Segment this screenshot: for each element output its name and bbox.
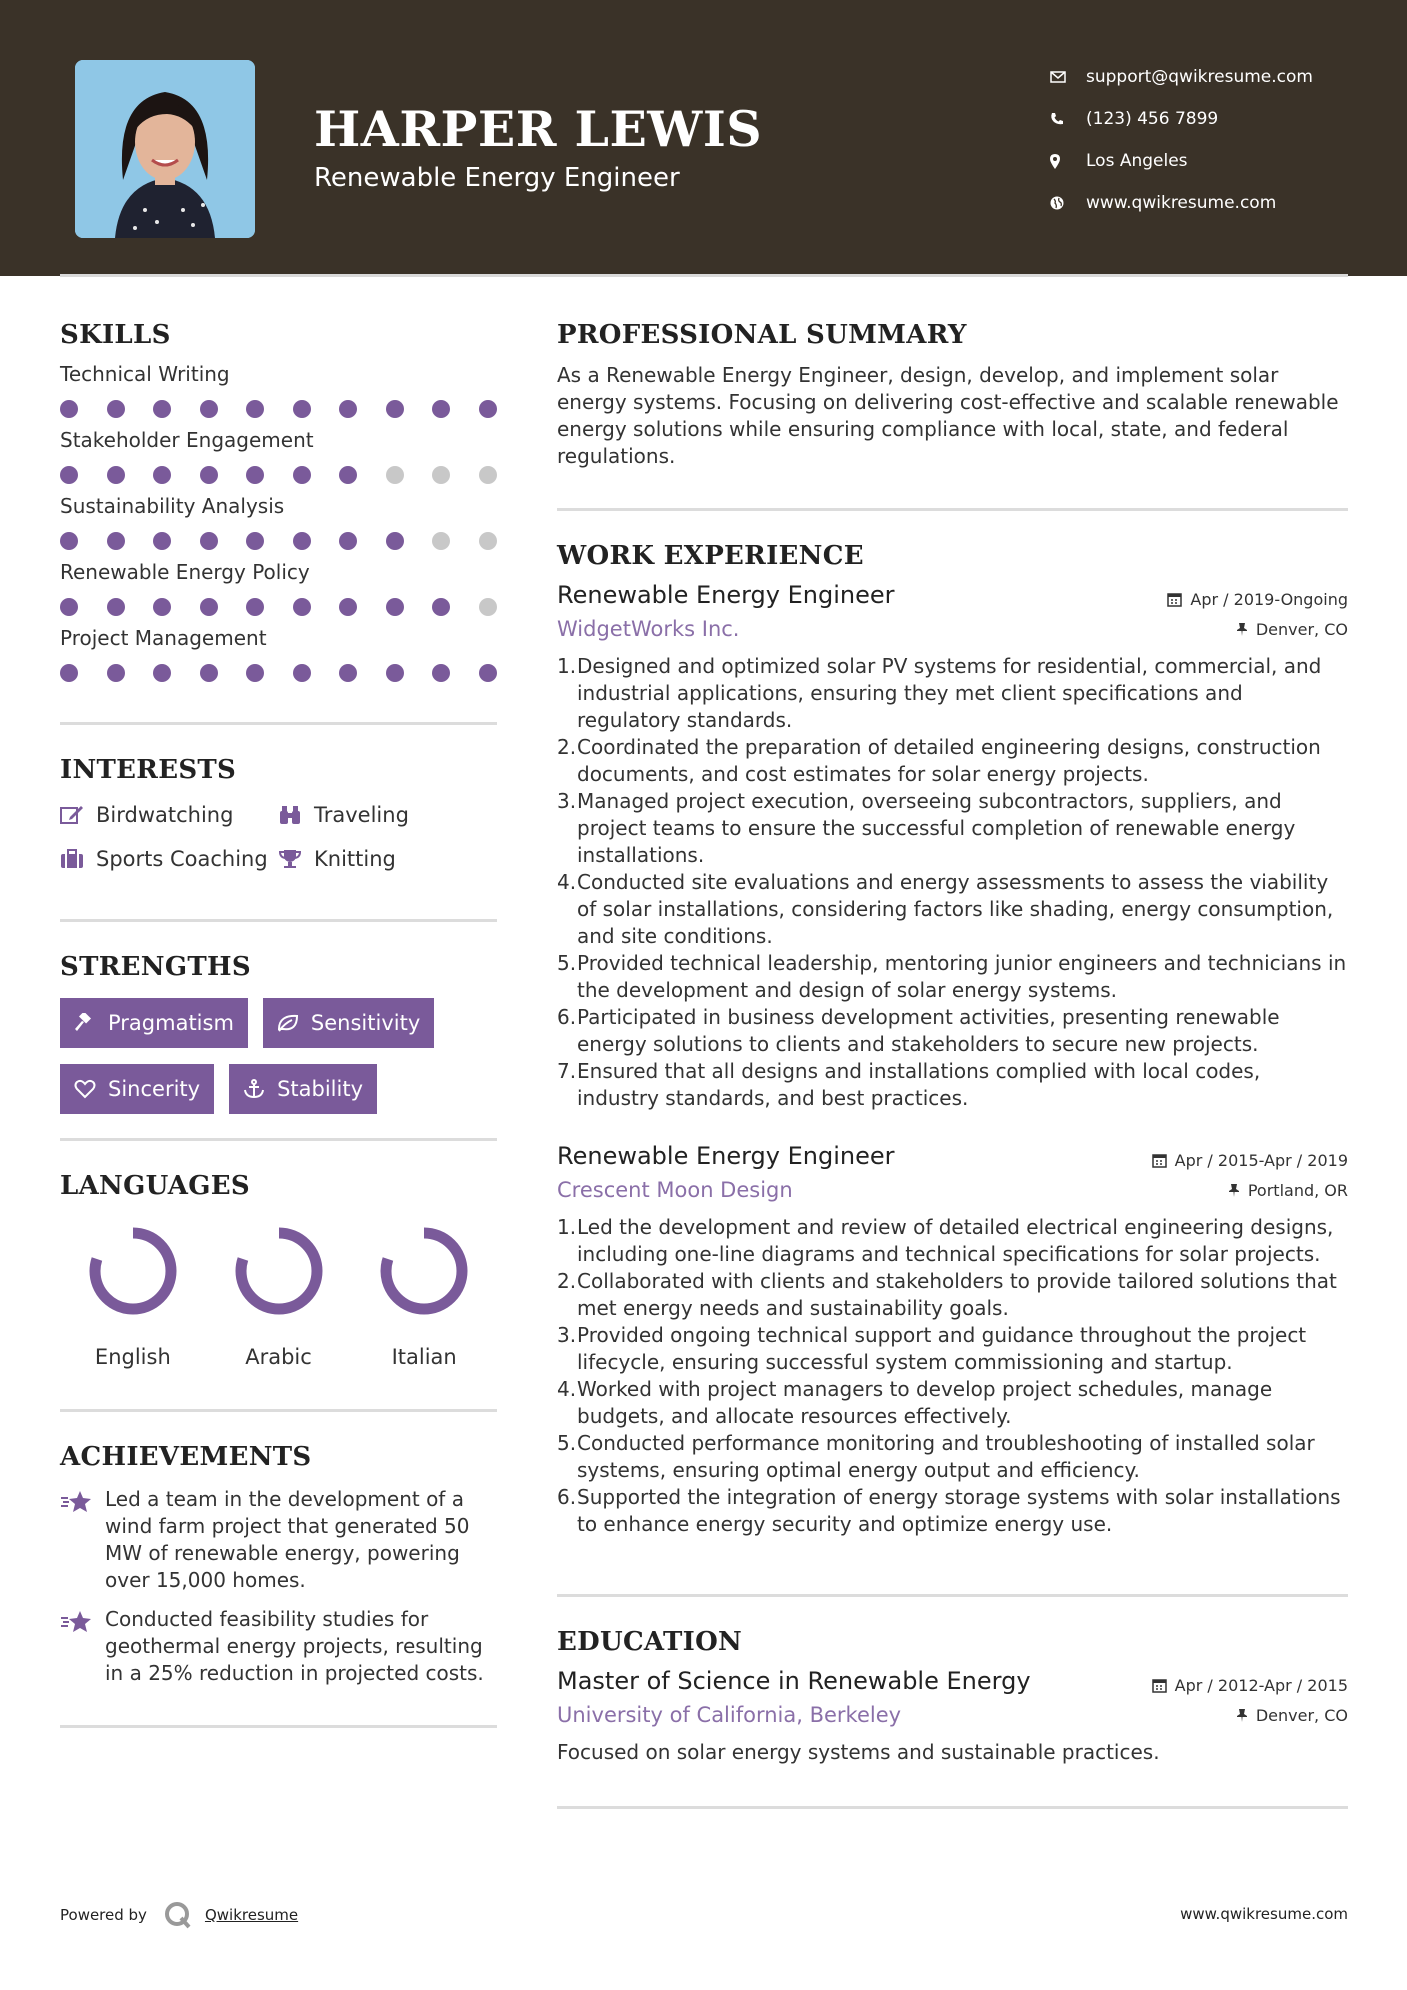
- interest-label: Birdwatching: [96, 803, 234, 827]
- skill-rating: [60, 400, 497, 418]
- job-bullet: [557, 1214, 1348, 1268]
- interest-item: [278, 847, 497, 871]
- rating-dot-filled: [60, 466, 78, 484]
- job-entry: [557, 581, 1348, 1112]
- candidate-name: HARPER LEWIS: [314, 100, 763, 158]
- bullet-number: 4.: [557, 1377, 577, 1401]
- rating-dot-filled: [200, 664, 218, 682]
- rating-dot-filled: [200, 466, 218, 484]
- job-date: [1152, 1151, 1348, 1170]
- rating-dot-empty: [432, 532, 450, 550]
- star-icon: [60, 1486, 105, 1594]
- profile-photo: [75, 60, 255, 238]
- trophy-icon: [278, 849, 314, 869]
- bullet-text: Participated in business development activities, presenting renewable energy solutions to clients and stakeholders to secure new projects.: [577, 1005, 1280, 1056]
- bullet-number: 1.: [557, 1215, 577, 1239]
- anchor-icon: [243, 1079, 265, 1099]
- language-name: English: [94, 1345, 171, 1369]
- job-title: Renewable Energy Engineer: [557, 581, 895, 609]
- pin-icon: [1236, 622, 1248, 637]
- achievement-item: [60, 1486, 497, 1594]
- interest-item: [60, 803, 278, 827]
- section-divider: [60, 1138, 497, 1141]
- bullet-number: 5.: [557, 951, 577, 975]
- proficiency-arc: [386, 1233, 462, 1309]
- language-item: [60, 1223, 206, 1369]
- proficiency-arc: [241, 1233, 317, 1309]
- job-date: [1167, 590, 1348, 609]
- bullet-text: Led the development and review of detailed electrical engineering designs, including one-line diagrams and technical specifications for solar projects.: [577, 1215, 1334, 1266]
- language-proficiency-ring: [231, 1223, 327, 1319]
- job-bullet: [557, 950, 1348, 1004]
- rating-dot-empty: [479, 532, 497, 550]
- bullet-text: Conducted site evaluations and energy assessments to assess the viability of solar installations, considering factors like shading, energy consumption, and site conditions.: [577, 870, 1334, 948]
- rating-dot-filled: [339, 598, 357, 616]
- education-location-text: Denver, CO: [1255, 1705, 1348, 1725]
- bullet-text: Managed project execution, overseeing subcontractors, suppliers, and project teams to ensure the successful completion of renewable energy installations.: [577, 789, 1296, 867]
- binoculars-icon: [278, 805, 314, 825]
- job-bullet: [557, 788, 1348, 869]
- company-name: Crescent Moon Design: [557, 1178, 793, 1202]
- pin-icon: [1236, 1708, 1248, 1723]
- skill-rating: [60, 466, 497, 484]
- bullet-number: 2.: [557, 735, 577, 759]
- phone-icon: [1050, 112, 1086, 126]
- job-location-text: Denver, CO: [1255, 619, 1348, 639]
- achievements-list: [60, 1486, 497, 1687]
- job-bullet: [557, 1430, 1348, 1484]
- bullet-number: 6.: [557, 1485, 577, 1509]
- qwikresume-logo-icon: [163, 1900, 193, 1930]
- rating-dot-empty: [386, 466, 404, 484]
- language-name: Italian: [391, 1345, 457, 1369]
- interests-list: [60, 803, 497, 871]
- rating-dot-filled: [60, 598, 78, 616]
- rating-dot-filled: [293, 400, 311, 418]
- rating-dot-filled: [153, 598, 171, 616]
- rating-dot-filled: [339, 664, 357, 682]
- rating-dot-filled: [153, 400, 171, 418]
- section-divider: [60, 1409, 497, 1412]
- rating-dot-filled: [107, 664, 125, 682]
- strengths-list: [60, 998, 497, 1114]
- job-date-text: Apr / 2019-Ongoing: [1190, 590, 1348, 609]
- job-bullet: [557, 734, 1348, 788]
- education-date-text: Apr / 2012-Apr / 2015: [1174, 1676, 1348, 1695]
- bullet-text: Ensured that all designs and installations complied with local codes, industry standards, and best practices.: [577, 1059, 1261, 1110]
- rating-dot-filled: [293, 532, 311, 550]
- rating-dot-filled: [107, 400, 125, 418]
- rating-dot-filled: [60, 400, 78, 418]
- skill-name: Renewable Energy Policy: [60, 560, 310, 584]
- contact-location: [1050, 140, 1370, 182]
- rating-dot-filled: [153, 466, 171, 484]
- edit-icon: [60, 805, 96, 825]
- strength-label: Sensitivity: [310, 1011, 421, 1035]
- interest-label: Knitting: [314, 847, 396, 871]
- bullet-number: 1.: [557, 654, 577, 678]
- bullet-text: Coordinated the preparation of detailed engineering designs, construction documents, and cost estimates for solar energy projects.: [577, 735, 1321, 786]
- candidate-title: Renewable Energy Engineer: [314, 163, 680, 193]
- school-name: University of California, Berkeley: [557, 1703, 902, 1727]
- skill-name: Project Management: [60, 626, 267, 650]
- rating-dot-filled: [246, 532, 264, 550]
- rating-dot-filled: [432, 400, 450, 418]
- section-divider: [60, 1725, 497, 1728]
- education-date: [1152, 1676, 1348, 1695]
- job-title: Renewable Energy Engineer: [557, 1142, 895, 1170]
- job-bullet: [557, 869, 1348, 950]
- header-divider: [60, 274, 1348, 277]
- rating-dot-filled: [339, 532, 357, 550]
- rating-dot-filled: [386, 598, 404, 616]
- strength-chip: [263, 998, 434, 1048]
- contact-list: [1050, 56, 1370, 224]
- job-location-text: Portland, OR: [1247, 1180, 1348, 1200]
- location-icon: [1050, 154, 1086, 169]
- language-proficiency-ring: [85, 1223, 181, 1319]
- rating-dot-filled: [200, 532, 218, 550]
- job-bullet: [557, 1484, 1348, 1538]
- bullet-number: 3.: [557, 1323, 577, 1347]
- rating-dot-filled: [479, 664, 497, 682]
- rating-dot-filled: [293, 598, 311, 616]
- job-bullet: [557, 1268, 1348, 1322]
- rating-dot-filled: [386, 664, 404, 682]
- email-icon: [1050, 71, 1086, 83]
- section-divider: [60, 722, 497, 725]
- contact-email[interactable]: [1050, 56, 1370, 98]
- job-bullets: [557, 1214, 1348, 1538]
- rating-dot-filled: [246, 598, 264, 616]
- leaf-icon: [277, 1013, 299, 1033]
- rating-dot-filled: [432, 598, 450, 616]
- skill-rating: [60, 664, 497, 682]
- calendar-icon: [1152, 1153, 1167, 1168]
- bullet-text: Worked with project managers to develop project schedules, manage budgets, and allocate resources effectively.: [577, 1377, 1273, 1428]
- achievement-text: Conducted feasibility studies for geothermal energy projects, resulting in a 25% reduction in projected costs.: [105, 1607, 484, 1685]
- rating-dot-filled: [339, 466, 357, 484]
- rating-dot-empty: [479, 466, 497, 484]
- rating-dot-empty: [479, 598, 497, 616]
- job-location: [1228, 1181, 1348, 1200]
- company-name: WidgetWorks Inc.: [557, 617, 740, 641]
- footer-url[interactable]: www.qwikresume.com: [1180, 1905, 1348, 1923]
- powered-by-label: Powered by: [60, 1906, 147, 1924]
- footer-powered-by: [60, 1900, 298, 1930]
- achievement-item: [60, 1606, 497, 1687]
- summary-text: As a Renewable Energy Engineer, design, develop, and implement solar energy systems. Focusing on delivering cost-effective and scalable renewable energy solutions while ensuring compliance with local, state, and federal regulations.: [557, 363, 1339, 468]
- section-divider: [557, 1594, 1348, 1597]
- degree-title: Master of Science in Renewable Energy: [557, 1667, 1031, 1695]
- section-divider: [557, 508, 1348, 511]
- contact-phone[interactable]: [1050, 98, 1370, 140]
- language-item: [206, 1223, 352, 1369]
- contact-website-text: www.qwikresume.com: [1086, 193, 1277, 213]
- achievements-heading: ACHIEVEMENTS: [60, 1442, 312, 1472]
- skill-name: Technical Writing: [60, 362, 230, 386]
- languages-heading: LANGUAGES: [60, 1171, 250, 1201]
- rating-dot-empty: [432, 466, 450, 484]
- bullet-text: Supported the integration of energy storage systems with solar installations to enhance energy security and optimize energy use.: [577, 1485, 1341, 1536]
- rating-dot-filled: [386, 400, 404, 418]
- rating-dot-filled: [246, 466, 264, 484]
- interest-item: [278, 803, 497, 827]
- job-header: [557, 1142, 1348, 1170]
- bullet-number: 3.: [557, 789, 577, 813]
- achievement-text: Led a team in the development of a wind farm project that generated 50 MW of renewable energy, powering over 15,000 homes.: [105, 1487, 470, 1592]
- rating-dot-filled: [153, 664, 171, 682]
- job-bullets: [557, 653, 1348, 1112]
- bullet-number: 4.: [557, 870, 577, 894]
- brand-link[interactable]: Qwikresume: [204, 1906, 299, 1924]
- rating-dot-filled: [479, 400, 497, 418]
- star-icon: [60, 1606, 105, 1687]
- rating-dot-filled: [386, 532, 404, 550]
- job-date-text: Apr / 2015-Apr / 2019: [1174, 1151, 1348, 1170]
- interest-label: Traveling: [314, 803, 409, 827]
- briefcase-icon: [60, 849, 96, 869]
- rating-dot-filled: [60, 664, 78, 682]
- pin-icon: [1228, 1183, 1240, 1198]
- skill-rating: [60, 532, 497, 550]
- education-subheader: [557, 1703, 1348, 1727]
- language-name: Arabic: [245, 1345, 312, 1369]
- job-subheader: [557, 617, 1348, 641]
- rating-dot-filled: [107, 532, 125, 550]
- rating-dot-filled: [246, 400, 264, 418]
- bullet-number: 7.: [557, 1059, 577, 1083]
- header-banner: [0, 0, 1407, 276]
- skills-heading: SKILLS: [60, 320, 171, 350]
- bullet-text: Designed and optimized solar PV systems for residential, commercial, and industrial applications, ensuring they met client specifications and regulatory standards.: [577, 654, 1322, 732]
- proficiency-arc: [95, 1233, 171, 1309]
- skill-rating: [60, 598, 497, 616]
- job-bullet: [557, 1058, 1348, 1112]
- rating-dot-filled: [293, 664, 311, 682]
- rating-dot-filled: [60, 532, 78, 550]
- summary-heading: PROFESSIONAL SUMMARY: [557, 320, 967, 350]
- gavel-icon: [74, 1013, 96, 1033]
- rating-dot-filled: [339, 400, 357, 418]
- rating-dot-filled: [153, 532, 171, 550]
- job-location: [1236, 620, 1348, 639]
- bullet-number: 6.: [557, 1005, 577, 1029]
- job-entry: [557, 1142, 1348, 1538]
- section-divider: [60, 919, 497, 922]
- contact-website[interactable]: [1050, 182, 1370, 224]
- rating-dot-filled: [293, 466, 311, 484]
- calendar-icon: [1167, 592, 1182, 607]
- interest-label: Sports Coaching: [96, 847, 268, 871]
- strengths-heading: STRENGTHS: [60, 952, 251, 982]
- job-bullet: [557, 1376, 1348, 1430]
- interest-item: [60, 847, 278, 871]
- left-column: [60, 320, 497, 1728]
- contact-location-text: Los Angeles: [1086, 151, 1188, 171]
- strength-chip: [60, 998, 248, 1048]
- bullet-text: Conducted performance monitoring and troubleshooting of installed solar systems, ensuring optimal energy output and efficiency.: [577, 1431, 1315, 1482]
- globe-icon: [1050, 196, 1086, 210]
- bullet-text: Provided technical leadership, mentoring junior engineers and technicians in the development and design of solar energy systems.: [577, 951, 1347, 1002]
- rating-dot-filled: [107, 466, 125, 484]
- languages-list: [60, 1223, 497, 1369]
- skill-name: Stakeholder Engagement: [60, 428, 314, 452]
- rating-dot-filled: [200, 400, 218, 418]
- strength-chip: [60, 1064, 214, 1114]
- contact-email-text: support@qwikresume.com: [1086, 67, 1313, 87]
- strength-chip: [229, 1064, 377, 1114]
- experience-list: [557, 581, 1348, 1538]
- bullet-number: 2.: [557, 1269, 577, 1293]
- rating-dot-filled: [107, 598, 125, 616]
- job-bullet: [557, 653, 1348, 734]
- section-divider: [557, 1806, 1348, 1809]
- bullet-text: Provided ongoing technical support and guidance throughout the project lifecycle, ensuring successful system commissioning and startup.: [577, 1323, 1307, 1374]
- language-item: [351, 1223, 497, 1369]
- job-bullet: [557, 1004, 1348, 1058]
- bullet-text: Collaborated with clients and stakeholders to provide tailored solutions that met energy needs and sustainability goals.: [577, 1269, 1337, 1320]
- job-header: [557, 581, 1348, 609]
- calendar-icon: [1152, 1678, 1167, 1693]
- job-bullet: [557, 1322, 1348, 1376]
- bullet-number: 5.: [557, 1431, 577, 1455]
- experience-heading: WORK EXPERIENCE: [557, 541, 864, 571]
- rating-dot-filled: [246, 664, 264, 682]
- language-proficiency-ring: [376, 1223, 472, 1319]
- contact-phone-text: (123) 456 7899: [1086, 109, 1219, 129]
- education-description: Focused on solar energy systems and sustainable practices.: [557, 1740, 1160, 1764]
- skill-name: Sustainability Analysis: [60, 494, 285, 518]
- education-location: [1236, 1706, 1348, 1725]
- strength-label: Pragmatism: [108, 1011, 234, 1035]
- rating-dot-filled: [432, 664, 450, 682]
- right-column: [557, 320, 1348, 1809]
- strength-label: Sincerity: [108, 1077, 201, 1101]
- interests-heading: INTERESTS: [60, 755, 237, 785]
- education-header: [557, 1667, 1348, 1695]
- strength-label: Stability: [277, 1077, 364, 1101]
- rating-dot-filled: [200, 598, 218, 616]
- skills-list: [60, 362, 497, 682]
- job-subheader: [557, 1178, 1348, 1202]
- heart-icon: [74, 1079, 96, 1099]
- education-heading: EDUCATION: [557, 1627, 743, 1657]
